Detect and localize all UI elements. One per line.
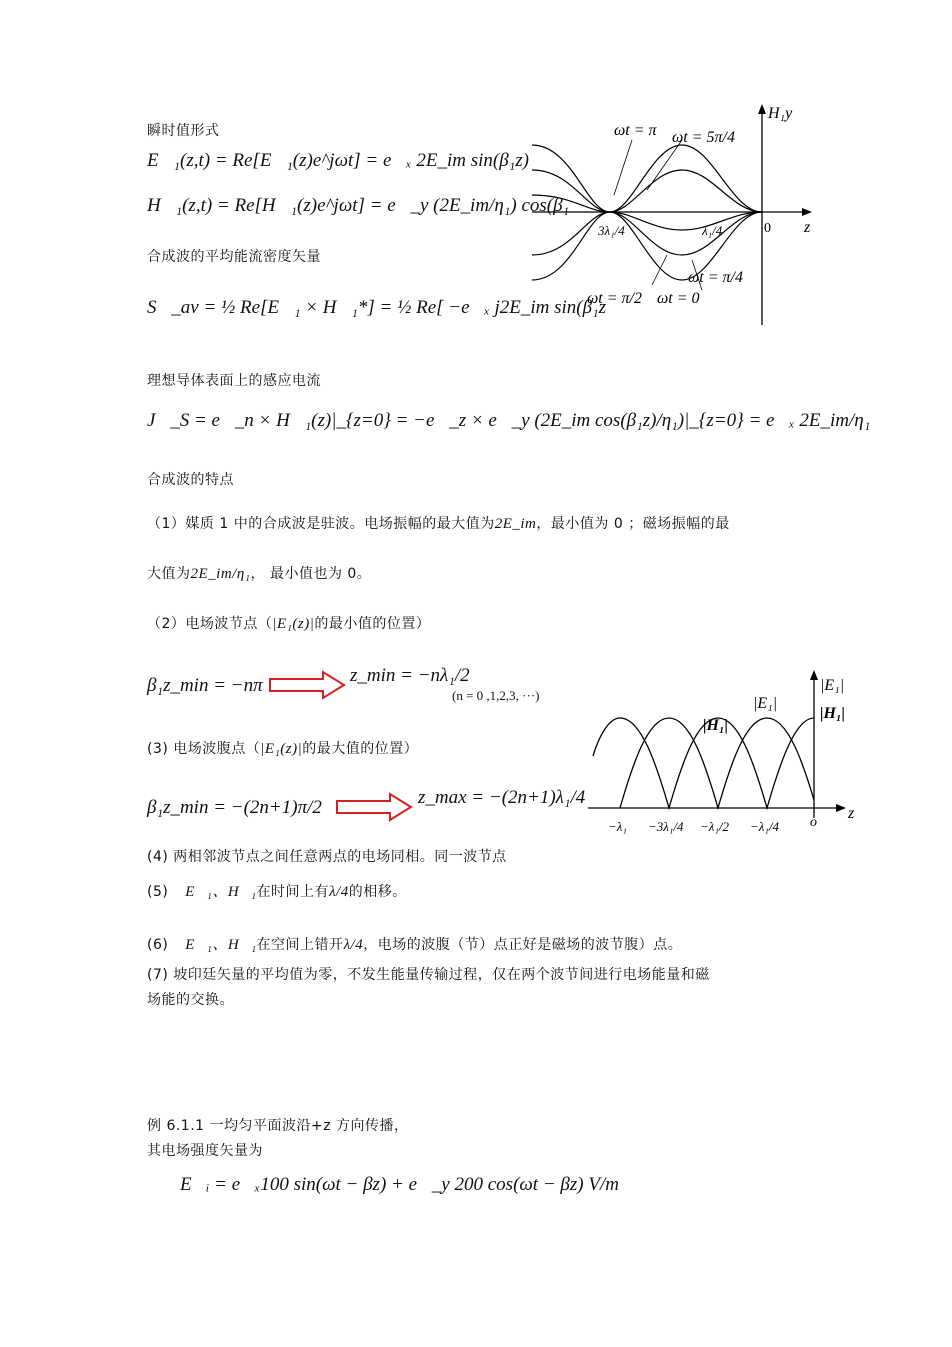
para-text: ， 最小值也为 0。	[250, 566, 372, 582]
label-h1y: H₁y	[768, 105, 793, 122]
eq-text: S⃗_av = ½ Re[E⃗₁ × H⃗₁*] = ½ Re[ −e⃗ₓ j2E_im sin(β₁z	[147, 297, 607, 318]
z-axis-arrow	[836, 804, 846, 812]
equation-ei: E⃗ᵢ = e⃗ₓ100 sin(ωt − βz) + e⃗_y 200 cos(ωt − βz) V/m	[180, 1174, 619, 1195]
label-e1-axis: |E₁|	[820, 677, 845, 694]
tick-minus-3l4: −3λ₁/4	[648, 819, 684, 834]
para-num: (6)	[147, 937, 169, 953]
label-h1: |H₁|	[703, 717, 729, 734]
para-1-line-1	[147, 513, 730, 533]
label-wt-pi4: ωt = π/4	[688, 269, 743, 286]
equation-js	[147, 410, 870, 432]
section-title-instantaneous: 瞬时值形式	[147, 123, 220, 139]
equation-antinode-left: β₁z_min = −(2n+1)π/2	[147, 797, 322, 818]
para-text: 的最小值的位置）	[314, 616, 431, 632]
equation-node-n: (n = 0 ,1,2,3, ···)	[452, 688, 540, 703]
para-text: 的最大值的位置）	[302, 741, 419, 757]
label-wt-5pi4: ωt = 5π/4	[672, 129, 735, 146]
para-text: 在时间上有	[256, 884, 330, 900]
label-origin: 0	[764, 221, 771, 236]
para-text: (3) 电场波腹点（	[147, 741, 261, 757]
para-num: (5)	[147, 884, 169, 900]
math-lambda4: λ/4	[343, 937, 364, 953]
eq-text: H⃗₁(z,t) = Re[H⃗₁(z)e^jωt] = e⃗_y (2E_im/η₁) cos(β₁	[147, 195, 570, 216]
equation-h1-instantaneous	[147, 195, 569, 217]
label-wt-pi2: ωt = π/2	[587, 290, 642, 307]
para-7-line-2: 场能的交换。	[147, 992, 234, 1008]
eq-text: J⃗_S = e⃗_n × H⃗₁(z)|_{z=0} = −e⃗_z × e⃗_y (2E_im cos(β₁z)/η₁)|_{z=0} = e⃗ₓ 2E_im/η₁	[147, 410, 871, 431]
para-5	[147, 880, 407, 901]
equation-node-left: β₁z_min = −nπ	[147, 675, 263, 696]
para-1-line-2	[147, 563, 371, 583]
label-3l4: 3λ₁/4	[598, 223, 625, 238]
red-arrow	[337, 794, 411, 820]
para-text: ，电场的波腹（节）点正好是磁场的波节腹）点。	[363, 937, 683, 953]
label-origin: o	[810, 815, 817, 830]
para-4: (4) 两相邻波节点之间任意两点的电场同相。同一波节点	[147, 849, 507, 865]
para-6	[147, 933, 682, 954]
tick-minus-l2: −λ₁/2	[700, 819, 730, 834]
red-arrow	[270, 672, 344, 698]
para-text: （1）媒质 1 中的合成波是驻波。电场振幅的最大值为	[147, 516, 495, 532]
arrow-antinode	[335, 792, 415, 822]
figure-standing-wave-amplitudes	[578, 668, 868, 858]
math-e1-h1: E⃗₁、H⃗₁	[185, 884, 257, 900]
para-text: 大值为	[147, 566, 191, 582]
math-lambda4: λ/4	[329, 884, 349, 900]
para-2	[147, 613, 430, 633]
example-title: 例 6.1.1 一均匀平面波沿+z 方向传播，	[147, 1118, 409, 1134]
equation-antinode-right: z_max = −(2n+1)λ₁/4	[418, 787, 586, 808]
equation-e1-instantaneous	[147, 150, 529, 172]
section-title-features: 合成波的特点	[147, 472, 234, 488]
figure-h1y-waveforms	[532, 100, 832, 355]
label-z: z	[804, 219, 811, 236]
tick-minus-l1: −λ₁	[608, 819, 627, 834]
v-axis-arrow	[810, 670, 818, 680]
h-axis-arrow	[758, 104, 766, 114]
eq-text: E⃗₁(z,t) = Re[E⃗₁(z)e^jωt] = e⃗ₓ 2E_im sin(β₁z)	[147, 150, 530, 171]
equation-node-right: z_min = −nλ₁/2	[350, 665, 470, 686]
leader-1	[614, 140, 632, 195]
label-e1: |E₁|	[753, 695, 778, 712]
math-2eim: 2E_im	[494, 516, 537, 532]
para-text: ，最小值为 0 ；磁场振幅的最	[536, 516, 730, 532]
para-text: 在空间上错开	[256, 937, 344, 953]
label-wt-0: ωt = 0	[657, 290, 700, 307]
label-z: z	[848, 805, 855, 822]
para-3	[147, 738, 418, 758]
section-title-surface-current: 理想导体表面上的感应电流	[147, 373, 321, 389]
arrow-node	[268, 670, 348, 700]
z-axis-arrow	[802, 208, 812, 216]
para-text: （2）电场波节点（	[147, 616, 273, 632]
para-text: 的相移。	[348, 884, 407, 900]
label-h1-axis: |H₁|	[820, 705, 846, 722]
label-wt-pi: ωt = π	[614, 122, 657, 139]
label-l4: λ₁/4	[702, 223, 723, 238]
math-2eim-eta: 2E_im/η₁	[190, 566, 251, 582]
math-e1-h1: E⃗₁、H⃗₁	[185, 937, 257, 953]
example-subtitle: 其电场强度矢量为	[147, 1143, 263, 1159]
math-abs-e1: |E₁(z)|	[260, 741, 303, 757]
math-abs-e1: |E₁(z)|	[272, 616, 315, 632]
para-7-line-1: (7) 坡印廷矢量的平均值为零，不发生能量传输过程，仅在两个波节间进行电场能量和磁	[147, 967, 710, 983]
tick-minus-l4: −λ₁/4	[750, 819, 780, 834]
leader-3	[652, 255, 667, 285]
section-title-poynting: 合成波的平均能流密度矢量	[147, 249, 321, 265]
